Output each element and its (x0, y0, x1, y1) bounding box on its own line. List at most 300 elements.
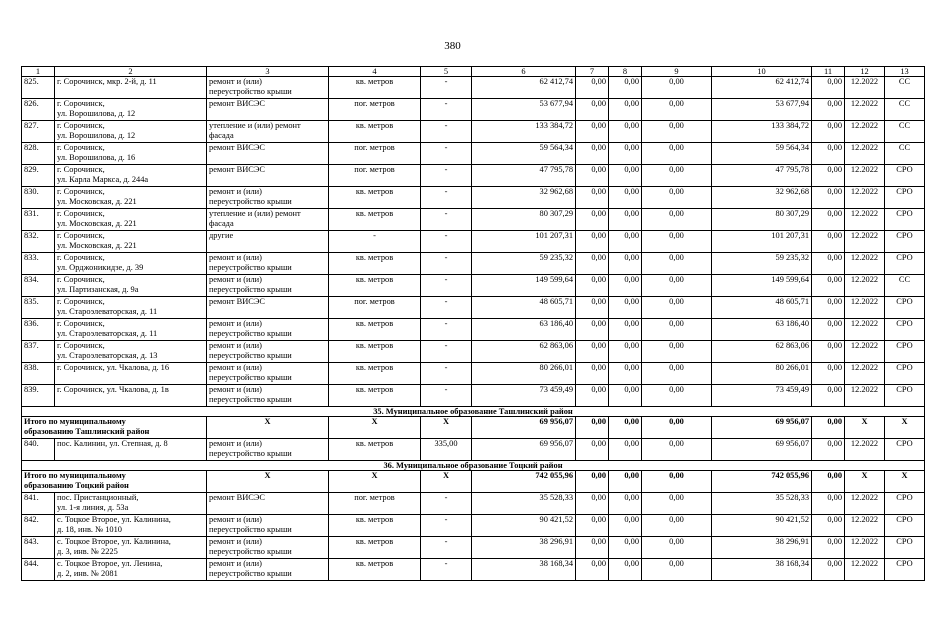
table-cell: 12.2022 (845, 231, 885, 253)
table-row (22, 341, 925, 363)
total-cell: X (885, 471, 925, 493)
table-cell: СС (885, 275, 925, 297)
table-cell: кв. метров (329, 515, 421, 537)
table-cell: СРО (885, 559, 925, 581)
table-cell: 0,00 (642, 385, 712, 407)
table-cell: 0,00 (812, 385, 845, 407)
table-cell: 0,00 (642, 515, 712, 537)
table-cell: 80 307,29 (712, 209, 812, 231)
table-cell: 0,00 (812, 319, 845, 341)
table-cell: 0,00 (642, 559, 712, 581)
table-cell: 0,00 (642, 187, 712, 209)
table-row (22, 439, 925, 461)
table-cell: ремонт и (или) переустройство крыши (207, 341, 329, 363)
column-header-13: 13 (885, 67, 925, 77)
table-cell: - (421, 385, 472, 407)
table-cell: г. Сорочинск, ул. Староэлеваторская, д. 13 (55, 341, 207, 363)
table-cell: 0,00 (642, 363, 712, 385)
table-cell: 0,00 (642, 99, 712, 121)
table-cell: 149 599,64 (712, 275, 812, 297)
table-cell: г. Сорочинск, ул. Карла Маркса, д. 244а (55, 165, 207, 187)
table-cell: кв. метров (329, 209, 421, 231)
total-cell: X (885, 417, 925, 439)
table-cell: 133 384,72 (472, 121, 576, 143)
table-cell: СРО (885, 515, 925, 537)
table-cell: 0,00 (609, 121, 642, 143)
table-cell: - (421, 253, 472, 275)
table-cell: 0,00 (642, 165, 712, 187)
table-cell: кв. метров (329, 385, 421, 407)
table-cell: 53 677,94 (712, 99, 812, 121)
table-cell: 59 235,32 (712, 253, 812, 275)
table-cell: 0,00 (576, 319, 609, 341)
table-row (22, 319, 925, 341)
table-row (22, 515, 925, 537)
total-cell: X (421, 471, 472, 493)
table-cell: ремонт и (или) переустройство крыши (207, 187, 329, 209)
table-cell: СРО (885, 363, 925, 385)
table-cell: кв. метров (329, 559, 421, 581)
table-cell: ремонт и (или) переустройство крыши (207, 559, 329, 581)
table-cell: 38 168,34 (472, 559, 576, 581)
table-cell: пог. метров (329, 297, 421, 319)
column-header-9: 9 (642, 67, 712, 77)
table-row (22, 559, 925, 581)
table-cell: кв. метров (329, 341, 421, 363)
table-cell: 829. (22, 165, 55, 187)
table-cell: СРО (885, 341, 925, 363)
table-cell: 62 863,06 (472, 341, 576, 363)
table-cell: СРО (885, 319, 925, 341)
table-cell: 843. (22, 537, 55, 559)
table-cell: 59 235,32 (472, 253, 576, 275)
section-heading-row (22, 461, 925, 471)
table-cell: г. Сорочинск, ул. Орджоникидзе, д. 39 (55, 253, 207, 275)
table-cell: СРО (885, 385, 925, 407)
table-cell: 0,00 (609, 275, 642, 297)
table-cell: 0,00 (609, 515, 642, 537)
table-cell: 0,00 (642, 493, 712, 515)
table-cell: 0,00 (609, 493, 642, 515)
table-cell: СС (885, 121, 925, 143)
table-cell: - (421, 231, 472, 253)
table-cell: СРО (885, 439, 925, 461)
table-cell: 0,00 (812, 537, 845, 559)
table-cell: 69 956,07 (712, 439, 812, 461)
table-cell: ремонт и (или) переустройство крыши (207, 385, 329, 407)
table-cell: 0,00 (609, 537, 642, 559)
table-cell: СРО (885, 493, 925, 515)
table-cell: 841. (22, 493, 55, 515)
column-header-8: 8 (609, 67, 642, 77)
table-cell: 0,00 (642, 231, 712, 253)
table-cell: 12.2022 (845, 143, 885, 165)
table-cell: 90 421,52 (712, 515, 812, 537)
table-cell: - (421, 143, 472, 165)
column-header-5: 5 (421, 67, 472, 77)
table-cell: 48 605,71 (712, 297, 812, 319)
table-cell: ремонт и (или) переустройство крыши (207, 77, 329, 99)
table-cell: 12.2022 (845, 253, 885, 275)
table-cell: 0,00 (812, 143, 845, 165)
table-row (22, 493, 925, 515)
table-cell: кв. метров (329, 121, 421, 143)
section-heading: 35. Муниципальное образование Ташлинский район (22, 407, 925, 417)
table-cell: кв. метров (329, 319, 421, 341)
table-cell: 12.2022 (845, 187, 885, 209)
table-cell: - (421, 559, 472, 581)
total-cell: 0,00 (576, 471, 609, 493)
total-row (22, 417, 925, 439)
table-cell: 0,00 (812, 439, 845, 461)
table-row (22, 275, 925, 297)
table-cell: г. Сорочинск, ул. Партизанская, д. 9а (55, 275, 207, 297)
column-header-10: 10 (712, 67, 812, 77)
table-cell: 0,00 (576, 121, 609, 143)
table-cell: 12.2022 (845, 165, 885, 187)
table-cell: пог. метров (329, 99, 421, 121)
total-cell: 0,00 (576, 417, 609, 439)
column-number-header (22, 67, 925, 77)
table-cell: 32 962,68 (712, 187, 812, 209)
table-cell: 47 795,78 (712, 165, 812, 187)
table-cell: 335,00 (421, 439, 472, 461)
table-cell: 0,00 (609, 187, 642, 209)
total-cell: 0,00 (609, 417, 642, 439)
total-cell: X (207, 471, 329, 493)
table-cell: 834. (22, 275, 55, 297)
table-cell: 12.2022 (845, 515, 885, 537)
table-cell: 149 599,64 (472, 275, 576, 297)
table-cell: 32 962,68 (472, 187, 576, 209)
total-cell: 69 956,07 (472, 417, 576, 439)
table-cell: - (421, 493, 472, 515)
table-cell: 831. (22, 209, 55, 231)
table-cell: 0,00 (812, 253, 845, 275)
table-cell: СРО (885, 231, 925, 253)
table-cell: 62 412,74 (472, 77, 576, 99)
table-cell: 0,00 (576, 231, 609, 253)
table-cell: 0,00 (576, 385, 609, 407)
table-cell: СРО (885, 165, 925, 187)
table-cell: г. Сорочинск, ул. Ворошилова, д. 16 (55, 143, 207, 165)
table-cell: - (421, 165, 472, 187)
table-cell: ремонт и (или) переустройство крыши (207, 439, 329, 461)
table-cell: другие (207, 231, 329, 253)
table-cell: утепление и (или) ремонт фасада (207, 209, 329, 231)
table-cell: пог. метров (329, 165, 421, 187)
table-row (22, 363, 925, 385)
table-cell: 63 186,40 (472, 319, 576, 341)
table-cell: 0,00 (609, 209, 642, 231)
table-cell: ремонт и (или) переустройство крыши (207, 275, 329, 297)
table-cell: 133 384,72 (712, 121, 812, 143)
table-cell: ремонт и (или) переустройство крыши (207, 537, 329, 559)
table-cell: 101 207,31 (712, 231, 812, 253)
table-cell: 0,00 (609, 253, 642, 275)
table-cell: 0,00 (812, 363, 845, 385)
table-cell: 12.2022 (845, 559, 885, 581)
table-cell: 47 795,78 (472, 165, 576, 187)
table-cell: ремонт и (или) переустройство крыши (207, 363, 329, 385)
table-cell: 0,00 (609, 439, 642, 461)
table-cell: г. Сорочинск, ул. Московская, д. 221 (55, 187, 207, 209)
table-cell: 839. (22, 385, 55, 407)
table-cell: 0,00 (609, 231, 642, 253)
table-cell: 0,00 (642, 143, 712, 165)
table-cell: 0,00 (642, 341, 712, 363)
table-cell: 0,00 (812, 515, 845, 537)
table-row (22, 143, 925, 165)
table-row (22, 121, 925, 143)
table-cell: 0,00 (576, 143, 609, 165)
table-cell: 0,00 (642, 275, 712, 297)
table-cell: пос. Пристанционный, ул. 1-я линия, д. 53а (55, 493, 207, 515)
table-cell: 12.2022 (845, 319, 885, 341)
table-cell: 0,00 (576, 363, 609, 385)
total-cell: 0,00 (812, 471, 845, 493)
table-cell: - (421, 537, 472, 559)
table-cell: ремонт ВИСЭС (207, 143, 329, 165)
table-cell: 53 677,94 (472, 99, 576, 121)
table-cell: - (329, 231, 421, 253)
table-cell: 833. (22, 253, 55, 275)
table-cell: ремонт ВИСЭС (207, 99, 329, 121)
table-row (22, 209, 925, 231)
table-cell: 12.2022 (845, 385, 885, 407)
table-cell: 38 296,91 (472, 537, 576, 559)
total-cell: 742 055,96 (472, 471, 576, 493)
table-cell: - (421, 209, 472, 231)
table-cell: г. Сорочинск, ул. Чкалова, д. 16 (55, 363, 207, 385)
works-table (21, 66, 925, 581)
table-cell: 0,00 (576, 77, 609, 99)
total-cell: X (421, 417, 472, 439)
column-header-11: 11 (812, 67, 845, 77)
table-cell: 0,00 (812, 297, 845, 319)
total-cell: X (845, 471, 885, 493)
table-cell: - (421, 99, 472, 121)
table-row (22, 77, 925, 99)
table-cell: - (421, 275, 472, 297)
table-cell: 62 412,74 (712, 77, 812, 99)
table-cell: - (421, 121, 472, 143)
table-cell: 0,00 (642, 209, 712, 231)
table-cell: 0,00 (609, 319, 642, 341)
table-cell: ремонт и (или) переустройство крыши (207, 319, 329, 341)
table-cell: 12.2022 (845, 209, 885, 231)
table-cell: 48 605,71 (472, 297, 576, 319)
column-header-7: 7 (576, 67, 609, 77)
table-cell: г. Сорочинск, мкр. 2-й, д. 11 (55, 77, 207, 99)
table-cell: 12.2022 (845, 275, 885, 297)
table-cell: 0,00 (642, 319, 712, 341)
table-cell: пог. метров (329, 143, 421, 165)
table-cell: ремонт и (или) переустройство крыши (207, 253, 329, 275)
total-cell: X (329, 417, 421, 439)
column-header-12: 12 (845, 67, 885, 77)
table-cell: 0,00 (576, 275, 609, 297)
column-header-4: 4 (329, 67, 421, 77)
table-cell: 0,00 (642, 537, 712, 559)
table-cell: 830. (22, 187, 55, 209)
table-cell: 0,00 (812, 493, 845, 515)
table-cell: 0,00 (812, 99, 845, 121)
table-cell: 69 956,07 (472, 439, 576, 461)
table-cell: утепление и (или) ремонт фасада (207, 121, 329, 143)
table-cell: 0,00 (576, 297, 609, 319)
table-cell: 12.2022 (845, 99, 885, 121)
table-cell: 80 266,01 (712, 363, 812, 385)
table-cell: 0,00 (609, 363, 642, 385)
table-cell: 63 186,40 (712, 319, 812, 341)
table-cell: 836. (22, 319, 55, 341)
total-cell: X (207, 417, 329, 439)
total-cell: 0,00 (642, 417, 712, 439)
table-cell: СРО (885, 537, 925, 559)
table-cell: - (421, 515, 472, 537)
table-cell: 0,00 (576, 537, 609, 559)
table-cell: - (421, 341, 472, 363)
table-cell: 0,00 (812, 231, 845, 253)
table-cell: 0,00 (576, 209, 609, 231)
table-cell: 12.2022 (845, 537, 885, 559)
total-cell: 0,00 (609, 471, 642, 493)
table-cell: 101 207,31 (472, 231, 576, 253)
table-cell: 837. (22, 341, 55, 363)
table-cell: г. Сорочинск, ул. Ворошилова, д. 12 (55, 99, 207, 121)
table-cell: 838. (22, 363, 55, 385)
table-cell: кв. метров (329, 253, 421, 275)
table-cell: СС (885, 77, 925, 99)
table-cell: 0,00 (812, 121, 845, 143)
table-cell: г. Сорочинск, ул. Чкалова, д. 1в (55, 385, 207, 407)
table-cell: кв. метров (329, 537, 421, 559)
table-cell: 12.2022 (845, 341, 885, 363)
table-cell: кв. метров (329, 187, 421, 209)
table-cell: 0,00 (812, 559, 845, 581)
table-row (22, 187, 925, 209)
table-row (22, 297, 925, 319)
column-header-2: 2 (55, 67, 207, 77)
table-row (22, 385, 925, 407)
total-cell: 0,00 (642, 471, 712, 493)
table-cell: 0,00 (812, 165, 845, 187)
table-cell: пос. Калинин, ул. Степная, д. 8 (55, 439, 207, 461)
table-cell: СРО (885, 187, 925, 209)
table-cell: г. Сорочинск, ул. Староэлеваторская, д. 11 (55, 297, 207, 319)
table-cell: 73 459,49 (472, 385, 576, 407)
table-cell: 825. (22, 77, 55, 99)
table-cell: 827. (22, 121, 55, 143)
table-cell: пог. метров (329, 493, 421, 515)
table-cell: с. Тоцкое Второе, ул. Ленина, д. 2, инв. № 2081 (55, 559, 207, 581)
table-cell: кв. метров (329, 363, 421, 385)
table-cell: 59 564,34 (472, 143, 576, 165)
table-cell: 12.2022 (845, 363, 885, 385)
table-cell: 0,00 (812, 77, 845, 99)
table-cell: 0,00 (576, 341, 609, 363)
table-cell: СС (885, 99, 925, 121)
table-cell: ремонт и (или) переустройство крыши (207, 515, 329, 537)
table-cell: 0,00 (642, 253, 712, 275)
table-cell: - (421, 319, 472, 341)
column-header-1: 1 (22, 67, 55, 77)
table-cell: кв. метров (329, 77, 421, 99)
table-cell: г. Сорочинск, ул. Московская, д. 221 (55, 231, 207, 253)
table-cell: 0,00 (576, 99, 609, 121)
table-cell: 0,00 (609, 165, 642, 187)
table-cell: - (421, 187, 472, 209)
total-cell: X (845, 417, 885, 439)
table-cell: 0,00 (609, 143, 642, 165)
total-label: Итого по муниципальному образованию Ташлинский район (22, 417, 207, 439)
table-cell: СРО (885, 209, 925, 231)
table-cell: с. Тоцкое Второе, ул. Калинина, д. 18, инв. № 1010 (55, 515, 207, 537)
table-cell: 0,00 (576, 493, 609, 515)
table-cell: 38 168,34 (712, 559, 812, 581)
table-cell: 842. (22, 515, 55, 537)
table-cell: 0,00 (609, 559, 642, 581)
total-cell: 0,00 (812, 417, 845, 439)
table-cell: с. Тоцкое Второе, ул. Калинина, д. 3, инв. № 2225 (55, 537, 207, 559)
table-cell: 12.2022 (845, 439, 885, 461)
table-cell: 0,00 (576, 515, 609, 537)
table-cell: 62 863,06 (712, 341, 812, 363)
table-cell: ремонт ВИСЭС (207, 165, 329, 187)
table-cell: 90 421,52 (472, 515, 576, 537)
table-cell: 0,00 (812, 209, 845, 231)
table-cell: 80 266,01 (472, 363, 576, 385)
table-body (22, 67, 925, 581)
table-cell: ремонт ВИСЭС (207, 297, 329, 319)
table-cell: 0,00 (642, 77, 712, 99)
table-cell: 35 528,33 (472, 493, 576, 515)
table-cell: - (421, 297, 472, 319)
table-cell: 12.2022 (845, 493, 885, 515)
table-row (22, 99, 925, 121)
table-cell: 12.2022 (845, 121, 885, 143)
table-cell: 0,00 (609, 99, 642, 121)
table-row (22, 253, 925, 275)
table-cell: 0,00 (576, 559, 609, 581)
column-header-6: 6 (472, 67, 576, 77)
total-cell: 742 055,96 (712, 471, 812, 493)
table-cell: 0,00 (576, 253, 609, 275)
table-cell: СРО (885, 297, 925, 319)
table-cell: - (421, 77, 472, 99)
table-cell: 0,00 (642, 297, 712, 319)
table-cell: 0,00 (642, 439, 712, 461)
page-number: 380 (444, 40, 461, 52)
table-cell: 38 296,91 (712, 537, 812, 559)
table-cell: г. Сорочинск, ул. Ворошилова, д. 12 (55, 121, 207, 143)
section-heading-row (22, 407, 925, 417)
table-cell: 0,00 (576, 439, 609, 461)
table-cell: 844. (22, 559, 55, 581)
table-cell: 0,00 (812, 275, 845, 297)
table-cell: 0,00 (609, 385, 642, 407)
table-cell: г. Сорочинск, ул. Староэлеваторская, д. 11 (55, 319, 207, 341)
table-cell: 835. (22, 297, 55, 319)
table-cell: СС (885, 143, 925, 165)
table-cell: 832. (22, 231, 55, 253)
table-cell: г. Сорочинск, ул. Московская, д. 221 (55, 209, 207, 231)
total-row (22, 471, 925, 493)
table-cell: 826. (22, 99, 55, 121)
column-header-3: 3 (207, 67, 329, 77)
section-heading: 36. Муниципальное образование Тоцкий район (22, 461, 925, 471)
